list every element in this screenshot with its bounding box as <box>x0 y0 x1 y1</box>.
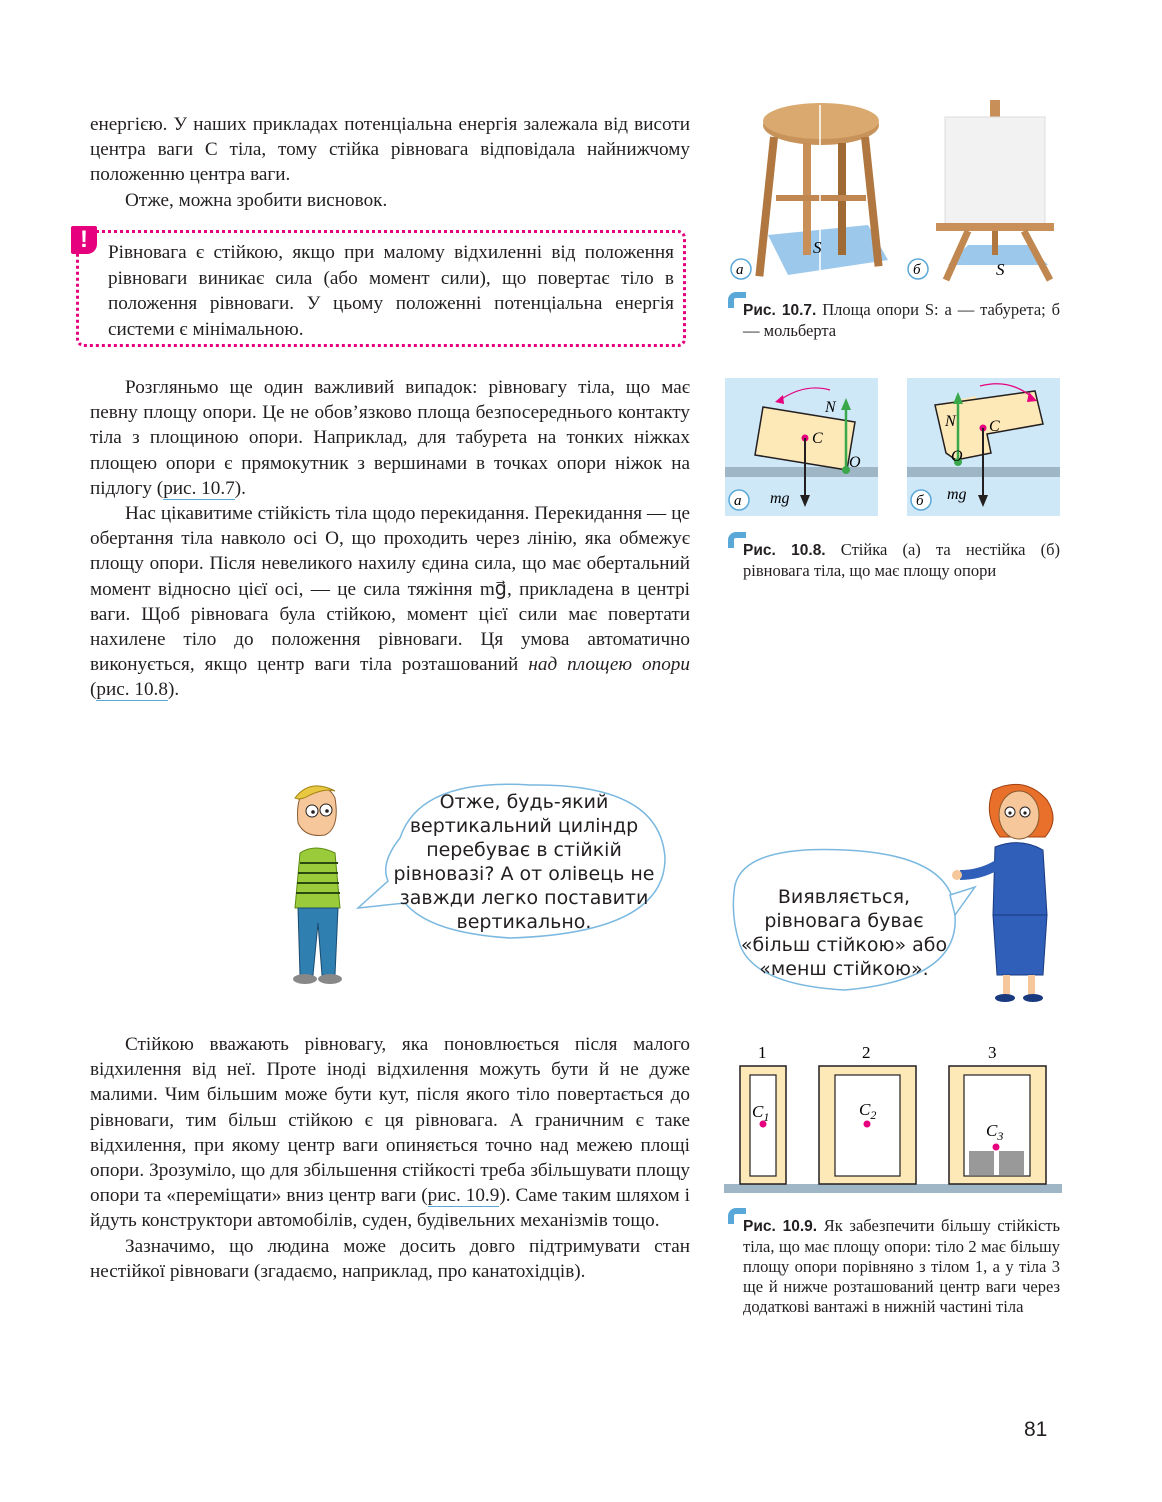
label-b: б <box>913 262 921 278</box>
boy-jeans <box>298 908 338 975</box>
paragraph-stability <box>90 1032 690 1234</box>
paragraph-end: ). <box>167 679 180 701</box>
caption-10-8 <box>743 540 1060 581</box>
gravity-label: mg <box>947 486 967 503</box>
caption-label: Рис. 10.9. <box>743 1218 818 1235</box>
emphasis-text: над площею опори <box>528 654 690 676</box>
area-label-s: S <box>996 260 1005 279</box>
force-n-label: N <box>945 413 956 430</box>
body-number-2: 2 <box>862 1043 871 1062</box>
paragraph-text: Розгляньмо ще один важливий випадок: рівновагу тіла, що має певну площу опори. Це не обов’язково площа безпосереднього контакту тіла з площиною опори. Наприклад, для табурета на тонких ніжках площею опори є прямокутник з вершинами в точках опори ніжок на підлогу ( <box>90 377 690 499</box>
figure-10-9 <box>722 1038 1064 1198</box>
paragraph-intro <box>90 112 690 213</box>
center-c3-label: $C_3$ <box>986 1121 1004 1143</box>
axis-o-label: O <box>951 448 963 465</box>
teacher-bubble-text: Виявляється, рівновага буває «більш стійкою» або «менш стійкою». <box>740 886 948 980</box>
caption-text: Стійка (а) та нестійка (б) рівновага тіла, що має площу опори <box>743 540 1060 580</box>
body-number-3: 3 <box>988 1043 997 1062</box>
caption-label: Рис. 10.7. <box>743 302 817 319</box>
figure-link-10-8[interactable]: рис. 10.8 <box>96 679 168 701</box>
figure-link-10-9[interactable]: рис. 10.9 <box>427 1185 500 1207</box>
caption-label: Рис. 10.8. <box>743 542 826 559</box>
caption-10-7 <box>743 300 1060 341</box>
area-label-s: S <box>813 238 822 257</box>
center-c-label: C <box>989 418 1000 435</box>
main-text-block <box>90 375 690 703</box>
paragraph-conclusion: Отже, можна зробити висновок. <box>125 189 388 211</box>
paragraph-text: Стійкою вважають рівновагу, яка поновлюється після малого відхилення від неї. Проте іноді відхилення можуть бути й не дуже малими. Чим більшим може бути кут, після якого тіло повертається до рівноваги, тим більш стійкою є ця рівновага. А граничним є таке відхилення, при якому центр ваги опиняється точно над межею площі опори. Зрозуміло, що для збільшення стійкості треба збільшувати площу опори та «переміщати» вниз центр ваги ( <box>90 1034 690 1207</box>
paragraph-end: ). <box>234 477 246 499</box>
center-c-label: C <box>812 430 823 447</box>
second-text-block <box>90 1032 690 1284</box>
caption-text: Площа опори S: а — табурета; б — мольберта <box>743 300 1061 340</box>
paragraph-text: ( <box>90 679 97 701</box>
rule-text: Рівновага є стійкою, якщо при малому відхиленні від положення рівноваги виникає сила (або момент сили), що повертає тіло в положення рівноваги. У цьому положенні потенціальна енергія системи є мінімальною. <box>108 242 674 340</box>
ground <box>724 1184 1062 1193</box>
caption-text: Як забезпечити більшу стійкість тіла, що має площу опори: тіло 2 має більшу площу опори порівняно з тілом 1, а у тіла 3 ще й нижче розташований центр ваги через додаткові вантажі в нижній частині тіла <box>743 1216 1061 1316</box>
label-b: б <box>916 493 924 509</box>
label-a: а <box>736 262 744 278</box>
boy-bubble-text: Отже, будь-який вертикальний циліндр перебуває в стійкій рівновазі? А от олівець не завжди легко поставити вертикально. <box>393 791 655 933</box>
paragraph-support-area <box>90 375 690 501</box>
paragraph-end: ). Саме таким шляхом і йдуть конструктори автомобілів, суден, будівельних механізмів тощо. <box>90 1185 690 1232</box>
figure-10-8 <box>725 378 1065 518</box>
label-a: а <box>734 493 742 509</box>
paragraph-text: Нас цікавитиме стійкість тіла щодо перекидання. Перекидання — це обертання тіла навколо осі O, що проходить через лінію, яка обмежує площу опори. Після невеликого нахилу єдина сила, що має обертальний момент відносно цієї осі, — це сила тяжіння mg⃗, прикладена в центрі ваги. Щоб рівновага була стійкою, момент цієї сили має повертати нахилене тіло до положення рівноваги. Ця умова автоматично виконується, якщо центр ваги тіла розташований <box>90 503 690 676</box>
body-number-1: 1 <box>758 1043 767 1062</box>
force-n-label: N <box>825 399 836 416</box>
boy-sweater <box>295 848 340 908</box>
center-c1-label: $C_1$ <box>752 1102 770 1124</box>
paragraph-energy: енергією. У наших прикладах потенціальна енергія залежала від висоти центра ваги С тіла, тому стійка рівновага відповідала найнижчому положенню центра ваги. <box>90 114 690 186</box>
figure-link-10-7[interactable]: рис. 10.7 <box>163 477 235 499</box>
easel-canvas <box>945 117 1045 229</box>
axis-o-label: O <box>849 454 861 471</box>
gravity-label: mg <box>770 490 790 507</box>
figure-10-7 <box>728 95 1068 290</box>
page-number: 81 <box>1024 1418 1048 1441</box>
paragraph-tipping <box>90 501 690 703</box>
teacher-jacket <box>993 843 1047 915</box>
center-c2-label: $C_2$ <box>859 1100 877 1122</box>
paragraph-tightrope: Зазначимо, що людина може досить довго підтримувати стан нестійкої рівноваги (згадаємо, наприклад, про канатохідців). <box>90 1235 690 1282</box>
caption-10-9 <box>743 1216 1060 1317</box>
stool-support-area <box>768 225 888 275</box>
exclamation-icon: ! <box>71 226 97 254</box>
